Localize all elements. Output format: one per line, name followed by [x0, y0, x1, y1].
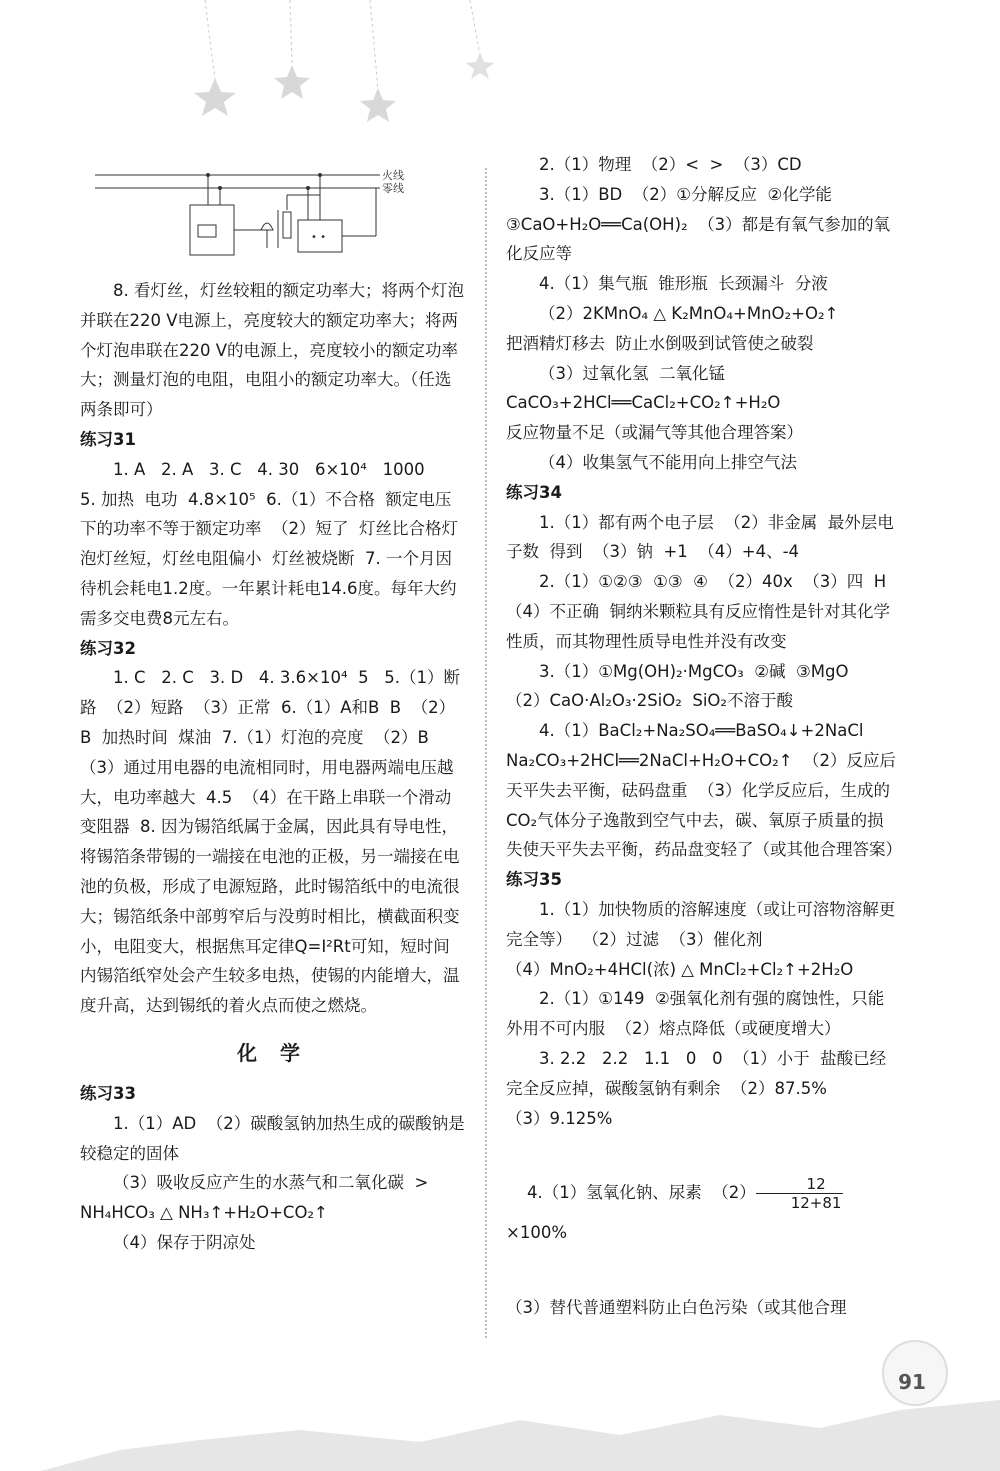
- answer-item-8: 8. 看灯丝，灯丝较粗的额定功率大；将两个灯泡并联在220 V电源上，亮度较大的额定功率大；将两个灯泡串联在220 V的电源上，亮度较小的额定功率大；测量灯泡的电阻，电阻小的额定功率大。（任选两条即可）: [80, 281, 464, 420]
- exercise-31-line-1: 1. A 2. A 3. C 4. 30 6×10⁴ 1000: [113, 459, 425, 479]
- fraction-suffix: ×100%: [506, 1223, 567, 1243]
- star-decoration: [0, 0, 1000, 140]
- subject-heading: 化 学: [237, 1040, 308, 1065]
- star-icon: [194, 78, 236, 116]
- circuit-diagram: [80, 150, 465, 270]
- exercise-34-title: 练习34: [506, 482, 562, 502]
- live-wire-label: 火线: [382, 169, 404, 182]
- star-icon: [466, 52, 494, 79]
- exercise-35-item-2: 2.（1）①149 ②强氧化剂有强的腐蚀性，只能外用不可内服 （2）熔点降低（或硬度增大）: [506, 989, 885, 1039]
- answer-line: 反应物量不足（或漏气等其他合理答案）: [506, 423, 803, 443]
- exercise-34-item-2: 2.（1）①②③ ①③ ④ （2）40x （3）四 H （4）不正确 铜纳米颗粒具有反应惰性是针对其化学性质，而其物理性质导电性并没有改变: [506, 572, 897, 651]
- exercise-31-line-2: 5. 加热 电功 4.8×10⁵ 6.（1）不合格 额定电压下的功率不等于额定功率 （2）短了 灯丝比合格灯泡灯丝短，灯丝电阻偏小 灯丝被烧断 7. 一个月因待机会耗电1.2度。一年累计耗电14.6度。每年大约需多交电费8元左右。: [80, 489, 458, 628]
- answer-line: （2）2KMnO₄ △ K₂MnO₄+MnO₂+O₂↑: [539, 303, 839, 323]
- exercise-35-title: 练习35: [506, 870, 562, 890]
- answer-line: 2.（1）物理 （2）< > （3）CD: [539, 155, 802, 174]
- exercise-35-item-1b: （4）MnO₂+4HCl(浓) △ MnCl₂+Cl₂↑+2H₂O: [506, 959, 854, 979]
- page-number: 91: [898, 1370, 926, 1394]
- star-icon: [360, 88, 396, 122]
- exercise-35-item-4b: （3）替代普通塑料防止白色污染（或其他合理: [506, 1298, 847, 1318]
- exercise-34-item-1: 1.（1）都有两个电子层 （2）非金属 最外层电子数 得到 （3）钠 +1 （4）+4、-4: [506, 512, 894, 562]
- column-divider: [485, 168, 487, 1338]
- exercise-34-item-3b: （2）CaO·Al₂O₃·2SiO₂ SiO₂不溶于酸: [506, 691, 794, 711]
- exercise-33-line-4: （4）保存于阴凉处: [113, 1232, 256, 1252]
- answer-line: （3）过氧化氢 二氧化锰: [539, 363, 725, 383]
- star-icon: [274, 65, 310, 99]
- mountain-decoration: [0, 1380, 1000, 1471]
- exercise-32-body: 1. C 2. C 3. D 4. 3.6×10⁴ 5 5.（1）断路 （2）短路 （3）正常 6.（1）A和B B （2）B 加热时间 煤油 7.（1）灯泡的亮度 （2）B （3）通过用电器的电流相同时，用电器两端电压越大，电功率越大 4.5 （4）在干路上串联一个滑动变阻器 8. 因为锡箔纸属于金属，因此具有导电性，将锡箔条带锡的一端接在电池的正极，另一端接在电池的负极，形成了电源短路，此时锡箔纸中的电流很大；锡箔纸条中部剪窄后与没剪时相比，横截面积变小，电阻变大，根据焦耳定律Q=I²Rt可知，短时间内锡箔纸窄处会产生较多电热，使锡的内能增大，温度升高，达到锡纸的着火点而使之燃烧。: [80, 668, 461, 1016]
- exercise-32-title: 练习32: [80, 638, 136, 658]
- exercise-34-item-3: 3.（1）①Mg(OH)₂·MgCO₃ ②碱 ③MgO: [539, 661, 849, 681]
- fraction-denominator: 12+81: [790, 1194, 842, 1213]
- exercise-33-line-2: （3）吸收反应产生的水蒸气和二氧化碳 >: [113, 1173, 429, 1193]
- neutral-wire-label: 零线: [382, 182, 404, 195]
- exercise-35-item-4-text: 4.（1）氢氧化钠、尿素 （2）: [526, 1183, 756, 1203]
- exercise-33-line-3: NH₄HCO₃ △ NH₃↑+H₂O+CO₂↑: [80, 1203, 328, 1223]
- exercise-33-title: 练习33: [80, 1083, 136, 1103]
- exercise-35-item-4: [506, 1133, 898, 1293]
- exercise-35-item-3b: （3）9.125%: [506, 1108, 613, 1128]
- exercise-35-item-1: 1.（1）加快物质的溶解速度（或让可溶物溶解更完全等） （2）过滤 （3）催化剂: [506, 899, 896, 949]
- svg-text:• •: • •: [311, 232, 326, 243]
- left-column: [80, 150, 465, 1258]
- answer-line: 4.（1）集气瓶 锥形瓶 长颈漏斗 分液: [539, 274, 828, 294]
- exercise-34-item-4: 4.（1）BaCl₂+Na₂SO₄══BaSO₄↓+2NaCl Na₂CO₃+2HCl══2NaCl+H₂O+CO₂↑ （2）反应后天平失去平衡，砝码盘重 （3）化学反应后，生成的CO₂气体分子逸散到空气中去，碳、氧原子质量的损失使天平失去平衡，药品盘变轻了（或其他合理答案）: [506, 721, 902, 860]
- answer-line: （4）收集氢气不能用向上排空气法: [539, 452, 797, 472]
- exercise-33-line-1: 1.（1）AD （2）碳酸氢钠加热生成的碳酸钠是较稳定的固体: [80, 1113, 465, 1163]
- fraction: [756, 1175, 844, 1212]
- answer-line: 把酒精灯移去 防止水倒吸到试管使之破裂: [506, 333, 814, 353]
- right-column: [506, 150, 902, 1323]
- answer-line: 3.（1）BD （2）①分解反应 ②化学能 ③CaO+H₂O══Ca(OH)₂ （3）都是有氧气参加的氧化反应等: [506, 184, 891, 264]
- exercise-31-title: 练习31: [80, 429, 136, 449]
- answer-line: CaCO₃+2HCl══CaCl₂+CO₂↑+H₂O: [506, 393, 781, 413]
- fraction-numerator: 12: [756, 1175, 844, 1194]
- exercise-35-item-3: 3. 2.2 2.2 1.1 0 0 （1）小于 盐酸已经完全反应掉，碳酸氢钠有剩余 （2）87.5%: [506, 1048, 887, 1098]
